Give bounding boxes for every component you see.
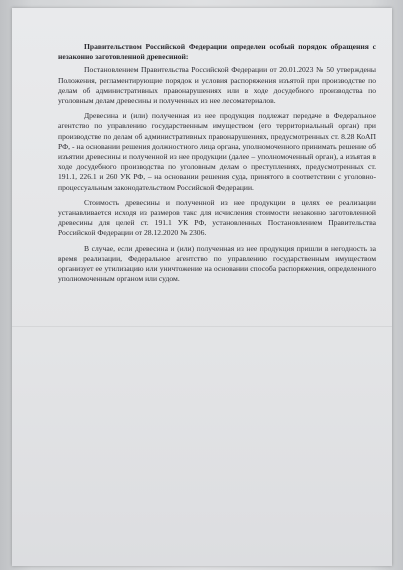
paper-sheet <box>12 8 392 566</box>
paragraph-resolution: Постановлением Правительства Российской Федерации от 20.01.2023 № 50 утверждены Положения, регламентирующие порядок и условия распоряжения изъятой при производстве по делам об административных правонарушениях или в ходе досудебного производства по уголовным делам древесины и полученных из нее лесоматериалов. <box>58 65 376 106</box>
document-body <box>58 42 376 289</box>
document-title: Правительством Российской Федерации определен особый порядок обращения с незаконно заготовленной древесиной: <box>58 42 376 62</box>
paper-crease <box>12 326 392 327</box>
paragraph-cost: Стоимость древесины и полученной из нее продукции в целях ее реализации устанавливается исходя из размеров такс для исчисления стоимости незаконно заготовленной древесины для целей ст. 191.1 УК РФ, установленных Постановлением Правительства Российской Федерации от 28.12.2020 № 2306. <box>58 197 376 238</box>
paragraph-transfer: Древесина и (или) полученная из нее продукция подлежат передаче в Федеральное агентство по управлению государственным имуществом (его территориальный орган) при производстве по делам об административных правонарушениях, предусмотренных ст. 8.28 КоАП РФ, - на основании решения должностного лица органа, уполномоченного принимать решение об изъятии древесины и полученной из нее продукции (далее – уполномоченный орган), а изъятая в ходе досудебного производства по уголовным делам о преступлениях, предусмотренных ст. 191.1, 226.1 и 260 УК РФ, – на основании решения суда, принятого в соответствии с уголовно-процессуальным законодательством Российской Федерации. <box>58 111 376 192</box>
paragraph-disposal: В случае, если древесина и (или) полученная из нее продукция пришли в негодность за время реализации, Федеральное агентство по управлению государственным имуществом организует ее утилизацию или уничтожение на основании способа распоряжения, определенного уполномоченным органом или судом. <box>58 243 376 284</box>
